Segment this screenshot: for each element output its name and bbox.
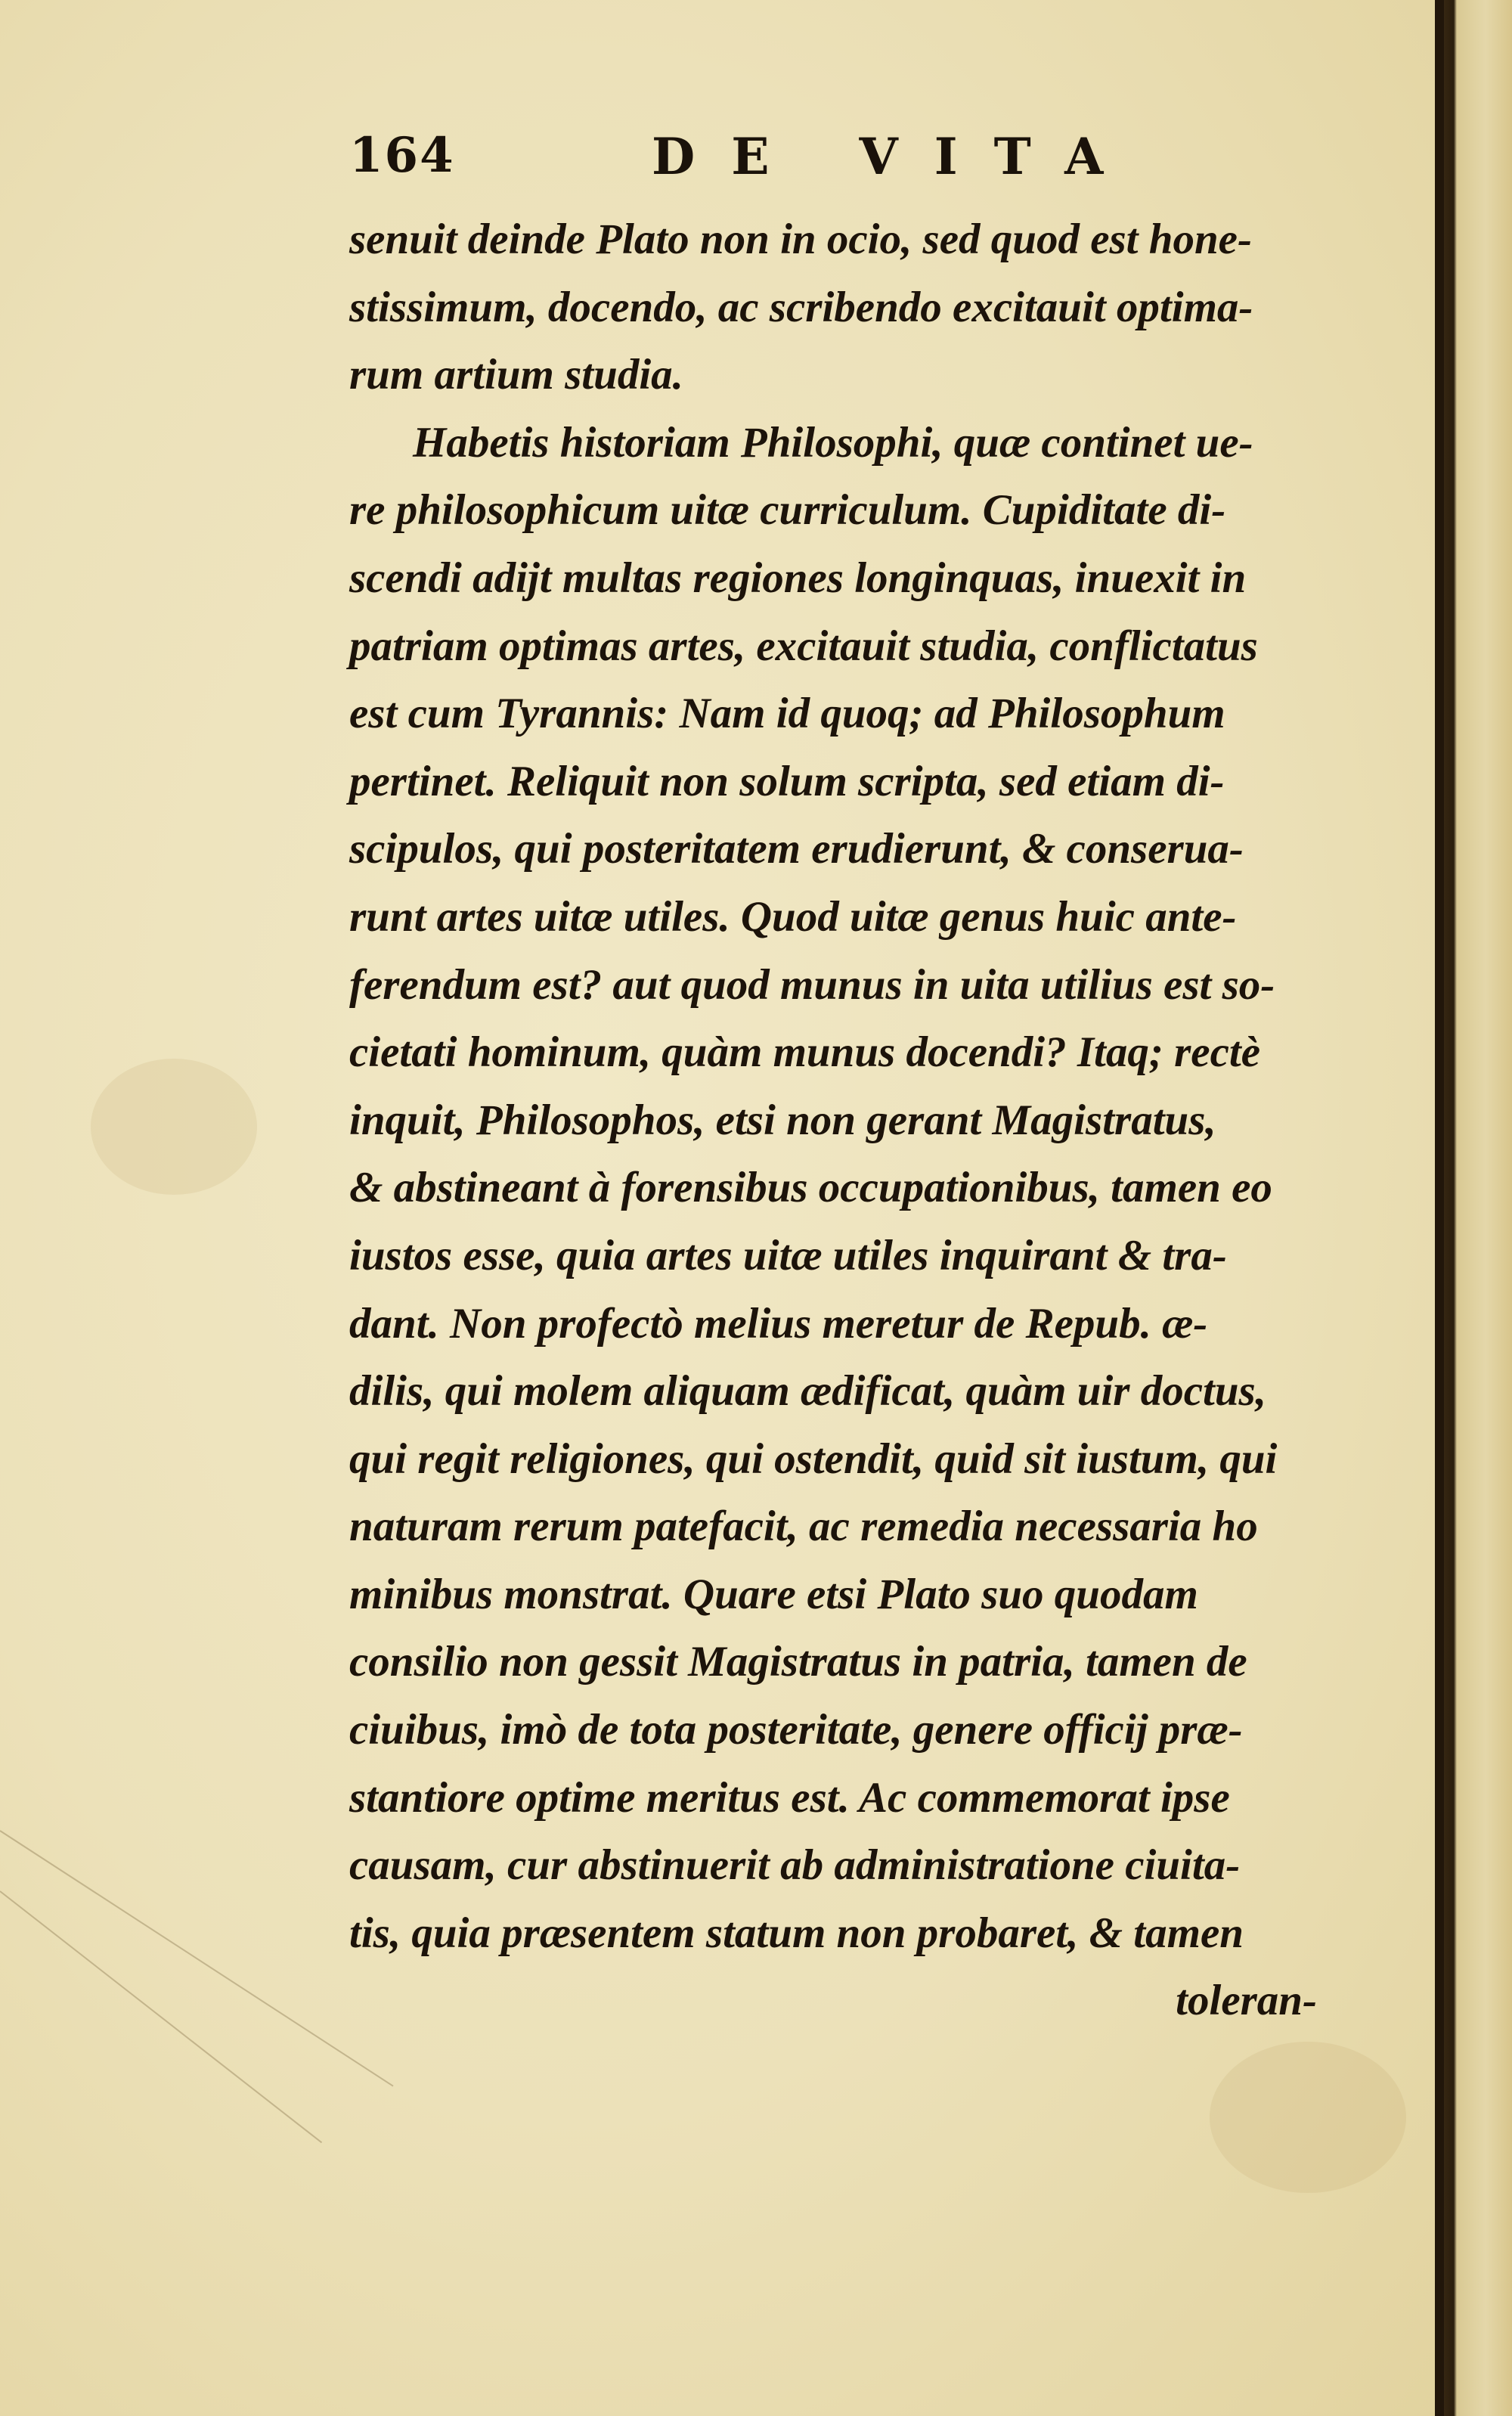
text-line: scendi adijt multas regiones longinquas, inuexit in <box>349 554 1247 602</box>
text-line: est cum Tyrannis: Nam id quoq; ad Philosophum <box>349 690 1225 738</box>
catchword: toleran- <box>1176 1977 1317 2025</box>
text-line: minibus monstrat. Quare etsi Plato suo quodam <box>349 1570 1198 1618</box>
text-line: ciuibus, imò de tota posteritate, genere officij præ- <box>349 1706 1243 1754</box>
text-line: qui regit religiones, qui ostendit, quid sit iustum, qui <box>349 1434 1278 1483</box>
page-number: 164 <box>349 127 455 184</box>
text-line: Habetis historiam Philosophi, quæ continet ue- <box>413 418 1253 467</box>
text-line: senuit deinde Plato non in ocio, sed quod est hone- <box>349 216 1252 263</box>
text-line: re philosophicum uitæ curriculum. Cupiditate di- <box>349 486 1226 535</box>
body-text <box>349 206 1355 2035</box>
text-line: runt artes uitæ utiles. Quod uitæ genus huic ante- <box>349 892 1237 941</box>
text-line: pertinet. Reliquit non solum scripta, sed etiam di- <box>349 757 1225 805</box>
text-line: patriam optimas artes, excitauit studia, conflictatus <box>349 622 1258 670</box>
text-line: & abstineant à forensibus occupationibus, tamen eo <box>349 1164 1272 1212</box>
text-line: scipulos, qui posteritatem erudierunt, & conserua- <box>349 825 1244 873</box>
text-line: stantiore optime meritus est. Ac commemorat ipse <box>349 1773 1230 1822</box>
text-line: cietati hominum, quàm munus docendi? Itaq; rectè <box>349 1028 1261 1077</box>
text-line: iustos esse, quia artes uitæ utiles inquirant & tra- <box>349 1231 1227 1279</box>
paper-stain <box>1210 2042 1406 2193</box>
paper-stain <box>91 1059 257 1195</box>
running-title: DE VITA <box>652 127 1140 186</box>
text-line: tis, quia præsentem statum non probaret, & tamen <box>349 1909 1244 1957</box>
text-line: rum artium studia. <box>349 351 683 399</box>
binding-gutter <box>1435 0 1444 2416</box>
facing-page-edge <box>1440 0 1512 2416</box>
text-line: causam, cur abstinuerit ab administratione ciuita- <box>349 1841 1241 1890</box>
running-head <box>349 127 1332 195</box>
text-line: inquit, Philosophos, etsi non gerant Magistratus, <box>349 1096 1216 1144</box>
text-line: dilis, qui molem aliquam ædificat, quàm uir doctus, <box>349 1367 1266 1416</box>
text-line: consilio non gessit Magistratus in patria, tamen de <box>349 1638 1247 1686</box>
paper-crease <box>0 1890 322 2143</box>
text-line: stissimum, docendo, ac scribendo excitauit optima- <box>349 283 1253 331</box>
text-line: ferendum est? aut quod munus in uita utilius est so- <box>349 960 1275 1009</box>
text-line: naturam rerum patefacit, ac remedia necessaria ho <box>349 1503 1258 1551</box>
paper-crease <box>0 1830 394 2086</box>
text-line: dant. Non profectò melius meretur de Repub. æ- <box>349 1299 1208 1348</box>
